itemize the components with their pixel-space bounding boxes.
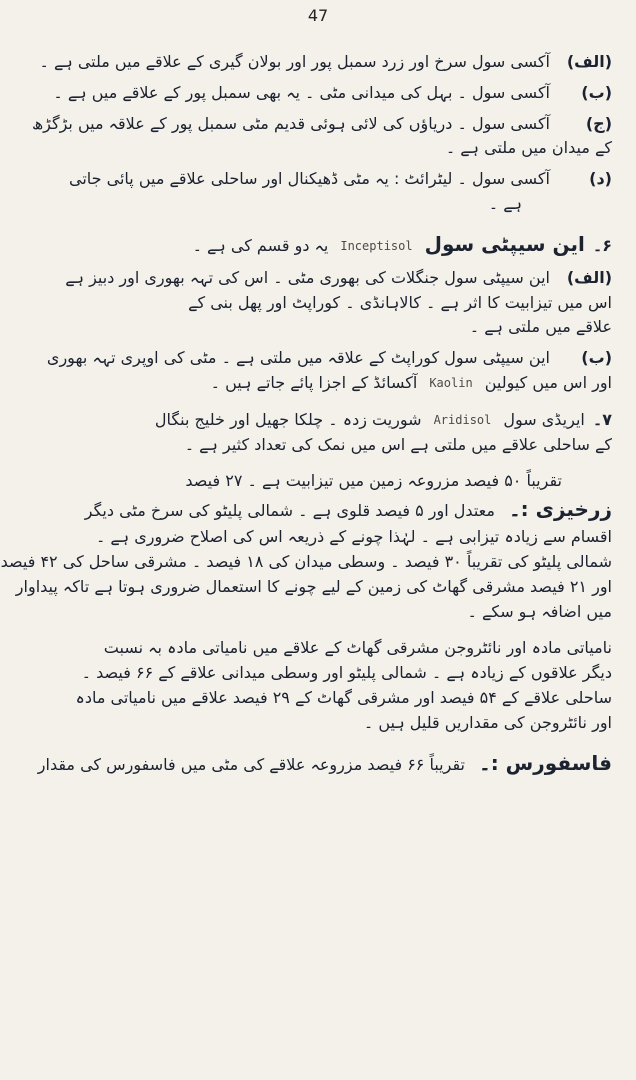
section-number: ۷۔ (592, 409, 612, 429)
aridisol-heading (24, 408, 612, 433)
fertility-line-1 (24, 469, 612, 494)
latin-term: Aridisol (433, 412, 492, 427)
item-marker: (د) (589, 169, 612, 189)
item-text: شمالی پلیٹو کی تقریباً ۳۰ فیصد ۔ وسطی میدان کی ۱۸ فیصد ۔ مشرقی ساحل کی ۴۲ فیصد (0, 551, 612, 571)
item-text: اور ۲۱ فیصد مشرقی گھاٹ کی زمین کے لیے چونے کا استعمال ضروری ہوتا ہے تاکہ پیداوار (15, 576, 612, 596)
section-heading: فاسفورس :۔ (479, 750, 612, 775)
inceptisol-item-b-cont (24, 371, 612, 396)
inceptisol-heading (24, 229, 612, 260)
item-text: کے میدان میں ملتی ہے ۔ (445, 138, 612, 158)
item-text: علاقے میں ملتی ہے ۔ (469, 317, 612, 337)
item-text: آکسی سول ۔ دریاؤں کی لائی ہوئی قدیم مٹی سمبل پور کے علاقہ میں بڑگڑھ (31, 113, 550, 133)
item-text: شوریت زدہ ۔ چلکا جھیل اور خلیج بنگال (154, 409, 422, 429)
alfisol-item-b (24, 81, 612, 106)
section-number: ۶۔ (592, 235, 612, 255)
alfisol-item-a (24, 50, 612, 75)
item-text: اور اس میں کیولین (484, 372, 612, 392)
item-text: ہے ۔ (488, 193, 522, 213)
item-text: معتدل اور ۵ فیصد قلوی ہے ۔ شمالی پلیٹو کی سرخ مٹی دیگر (84, 501, 495, 521)
section-heading: زرخیزی :۔ (508, 497, 612, 522)
organic-line-1 (24, 636, 612, 661)
fertility-line-4 (0, 550, 612, 575)
fertility-line-6 (24, 600, 612, 625)
inceptisol-item-a-cont-1 (24, 291, 612, 316)
item-text: اس میں تیزابیت کا اثر ہے ۔ کالاہانڈی ۔ کوراپٹ اور پھل بنی کے (188, 292, 612, 312)
heading-tail: یہ دو قسم کی ہے ۔ (192, 235, 329, 255)
organic-line-3 (24, 686, 612, 711)
item-marker: (الف) (566, 267, 612, 287)
item-text: ایریڈی سول (503, 409, 585, 429)
aridisol-cont (24, 433, 612, 458)
item-text: این سیپٹی سول جنگلات کی بھوری مٹی ۔ اس کی تہہ بھوری اور دبیز ہے (65, 267, 550, 287)
latin-term: Kaolin (429, 375, 473, 390)
inceptisol-item-a-cont-2 (24, 315, 612, 340)
latin-term: Inceptisol (340, 238, 413, 253)
item-text: تقریباً ۶۶ فیصد مزروعہ علاقے کی مٹی میں فاسفورس کی مقدار (37, 754, 465, 774)
item-text: این سیپٹی سول کوراپٹ کے علاقہ میں ملتی ہے ۔ مٹی کی اوپری تہہ بھوری (46, 348, 550, 368)
fertility-line-3 (24, 525, 612, 550)
inceptisol-item-b (24, 346, 612, 371)
alfisol-item-c-cont (24, 136, 612, 161)
item-marker: (ب) (581, 82, 612, 102)
item-marker: (ب) (581, 348, 612, 368)
organic-line-2 (24, 661, 612, 686)
item-text: کے ساحلی علاقے میں ملتی ہے اس میں نمک کی تعداد کثیر ہے ۔ (184, 434, 612, 454)
item-text: دیگر علاقوں کے زیادہ ہے ۔ شمالی پلیٹو اور وسطی میدانی علاقے کے ۶۶ فیصد ۔ (81, 663, 612, 683)
item-text: آکسی سول ۔ بہل کی میدانی مٹی ۔ یہ بھی سمبل پور کے علاقے میں ہے ۔ (53, 82, 550, 102)
item-text: اور نائٹروجن کی مقداریں قلیل ہیں ۔ (363, 712, 612, 732)
section-heading: این سیپٹی سول (424, 231, 585, 256)
item-text: تقریباً ۵۰ فیصد مزروعہ زمین میں تیزابیت ہے ۔ ۲۷ فیصد (185, 471, 562, 491)
page-body (0, 50, 612, 779)
fertility-line-5 (15, 575, 612, 600)
inceptisol-item-a (24, 266, 612, 291)
item-text: ساحلی علاقے کے ۵۴ فیصد اور مشرقی گھاٹ کے ۲۹ فیصد علاقے میں نامیاتی مادہ (75, 687, 612, 707)
item-text: آکسائڈ کے اجزا پائے جاتے ہیں ۔ (210, 372, 418, 392)
item-marker: (ج) (585, 113, 612, 133)
phosphorus-row (24, 748, 612, 779)
organic-line-4 (24, 711, 612, 736)
item-text: میں اضافہ ہو سکے ۔ (467, 601, 612, 621)
item-text: نامیاتی مادہ اور نائٹروجن مشرقی گھاٹ کے علاقے میں نامیاتی مادہ بہ نسبت (103, 638, 612, 658)
item-marker: (الف) (566, 52, 612, 71)
alfisol-item-d-cont (24, 192, 612, 217)
alfisol-item-c (24, 112, 612, 137)
page-number: 47 (307, 6, 329, 25)
item-text: آکسی سول سرخ اور زرد سمبل پور اور بولان گیری کے علاقے میں ملتی ہے ۔ (39, 52, 550, 71)
alfisol-item-d (24, 167, 612, 192)
item-text: آکسی سول ۔ لیٹرائٹ : یہ مٹی ڈھیکنال اور ساحلی علاقے میں پائی جاتی (68, 169, 550, 189)
item-text: اقسام سے زیادہ تیزابی ہے ۔ لہٰذا چونے کے ذریعہ اس کی اصلاح ضروری ہے ۔ (95, 527, 612, 547)
fertility-heading-row (24, 494, 612, 525)
